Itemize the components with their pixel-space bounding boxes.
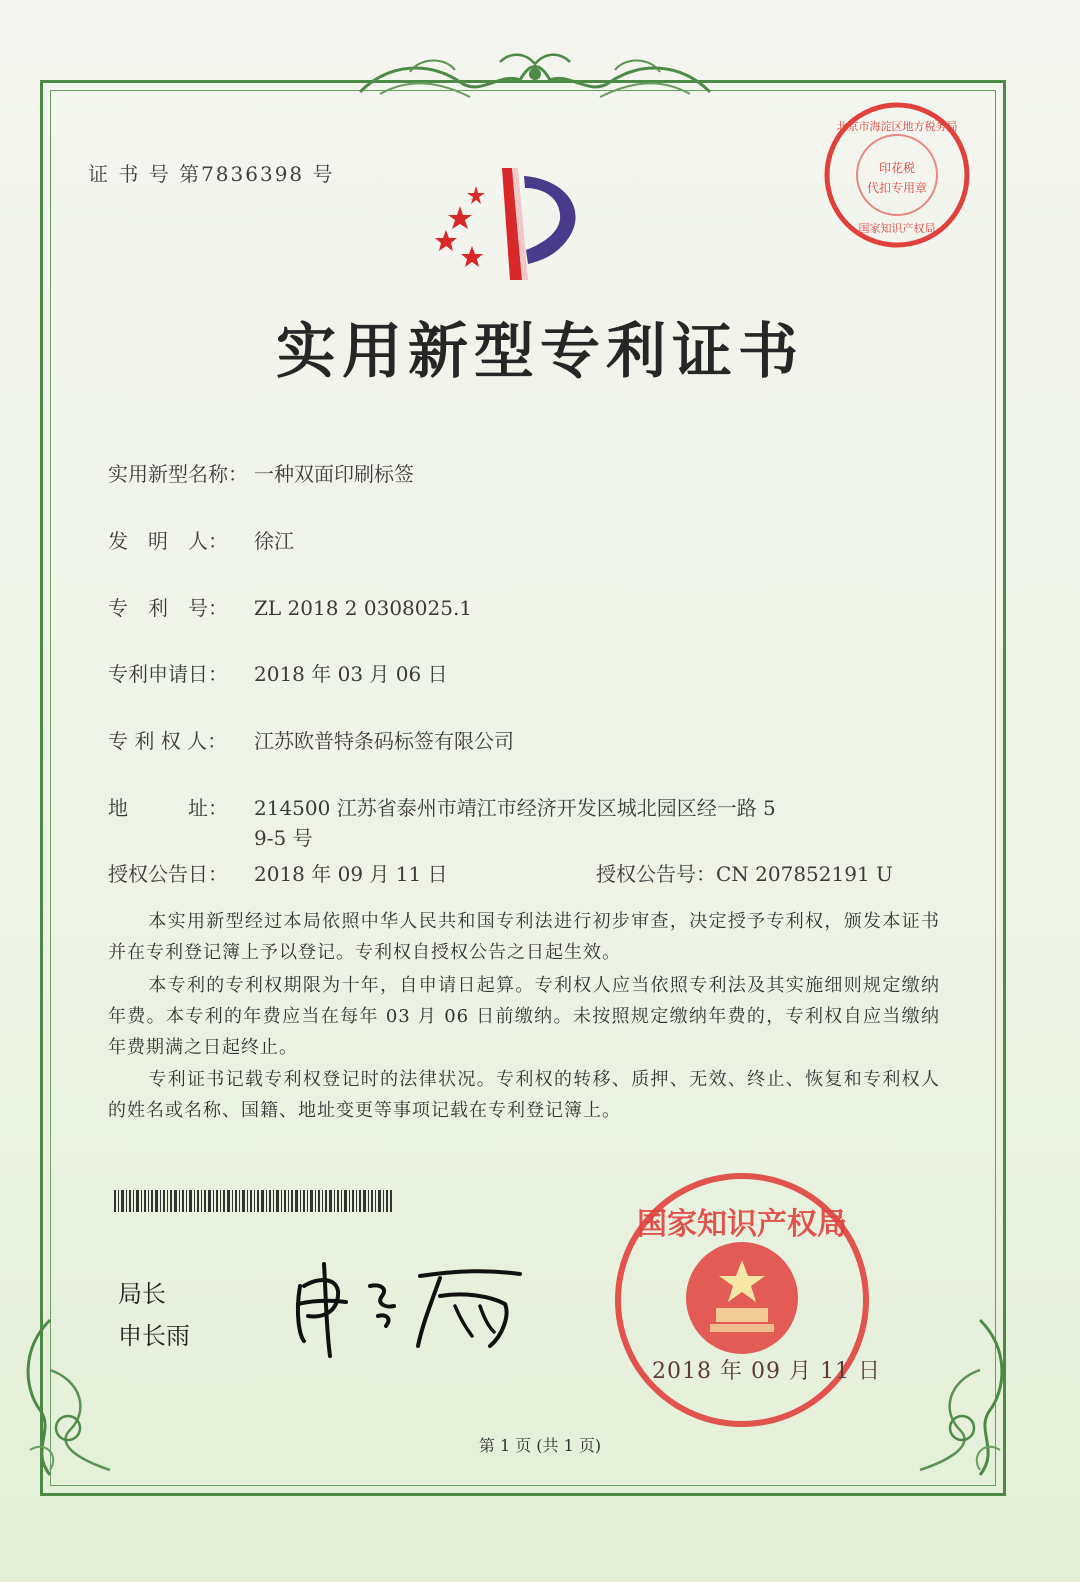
- paragraph-text: 专利证书记载专利权登记时的法律状况。专利权的转移、质押、无效、终止、恢复和专利权人的姓名或名称、国籍、地址变更等事项记载在专利登记簿上。: [108, 1069, 940, 1121]
- field-patent-number: [108, 592, 472, 621]
- paragraph-text: 本专利的专利权期限为十年，自申请日起算。专利权人应当依照专利法及其实施细则规定缴纳年费。本专利的年费应当在每年 03 月 06 日前缴纳。未按照规定缴纳年费的，专利权自应当缴纳年费期满之日起终止。: [108, 975, 940, 1058]
- national-emblem-icon: [686, 1242, 798, 1354]
- field-value: 江苏欧普特条码标签有限公司: [254, 729, 514, 753]
- field-value: ZL 2018 2 0308025.1: [254, 596, 473, 620]
- field-label: 专 利 权 人：: [108, 729, 228, 753]
- svg-text:代扣专用章: 代扣专用章: [866, 181, 928, 195]
- field-label: 实用新型名称：: [108, 462, 248, 486]
- stamp-date: 2018 年 09 月 11 日: [652, 1359, 881, 1384]
- patent-office-logo: [432, 158, 612, 288]
- field-inventor: [108, 525, 294, 554]
- certificate-number: 证 书 号 第7836398 号: [88, 162, 335, 186]
- svg-text:国家知识产权局: 国家知识产权局: [858, 222, 936, 235]
- field-label: 授权公告号：: [596, 862, 716, 886]
- svg-text:北京市海淀区地方税务局: 北京市海淀区地方税务局: [836, 120, 958, 133]
- star-icon: [467, 186, 485, 204]
- field-utility-model-name: [108, 458, 414, 487]
- field-label: 专利申请日：: [108, 662, 228, 686]
- certificate-title: 实用新型专利证书: [276, 317, 804, 387]
- paragraph-text: 本实用新型经过本局依照中华人民共和国专利法进行初步审查，决定授予专利权，颁发本证书并在专利登记簿上予以登记。专利权自授权公告之日起生效。: [108, 911, 940, 963]
- field-value: 214500 江苏省泰州市靖江市经济开发区城北园区经一路 5: [254, 796, 776, 820]
- field-value: CN 207852191 U: [716, 862, 893, 886]
- svg-text:印花税: 印花税: [878, 161, 916, 175]
- field-value: 2018 年 03 月 06 日: [254, 662, 448, 686]
- director-signature: [290, 1256, 530, 1366]
- field-value: 2018 年 09 月 11 日: [254, 862, 448, 886]
- field-patentee: [108, 725, 514, 754]
- field-value: 一种双面印刷标签: [254, 462, 414, 486]
- field-label: 专 利 号：: [108, 596, 228, 620]
- director-title: 局长: [118, 1280, 166, 1308]
- field-label: 授权公告日：: [108, 862, 228, 886]
- field-value: 徐江: [254, 529, 294, 553]
- star-icon: [461, 246, 483, 267]
- field-label: 地 址：: [108, 796, 228, 820]
- star-icon: [448, 206, 472, 229]
- field-address: [108, 792, 776, 821]
- top-ornament: [350, 52, 720, 112]
- svg-text:国家知识产权局: 国家知识产权局: [637, 1207, 847, 1242]
- field-grant-date: [108, 858, 448, 887]
- star-icon: [435, 230, 457, 251]
- patent-office-seal: [612, 1170, 872, 1430]
- director-name: 申长雨: [118, 1322, 190, 1350]
- field-filing-date: [108, 658, 448, 687]
- paragraph-grant-statement: [108, 906, 940, 968]
- paragraph-legal-status: [108, 1064, 940, 1126]
- field-label: 发 明 人：: [108, 529, 228, 553]
- field-address-continued: 9-5 号: [254, 826, 313, 850]
- paragraph-term-fees: [108, 970, 940, 1063]
- tax-seal: [822, 100, 972, 250]
- barcode: [114, 1190, 394, 1212]
- page-number: 第 1 页 (共 1 页): [478, 1436, 602, 1455]
- field-grant-number: [596, 858, 893, 887]
